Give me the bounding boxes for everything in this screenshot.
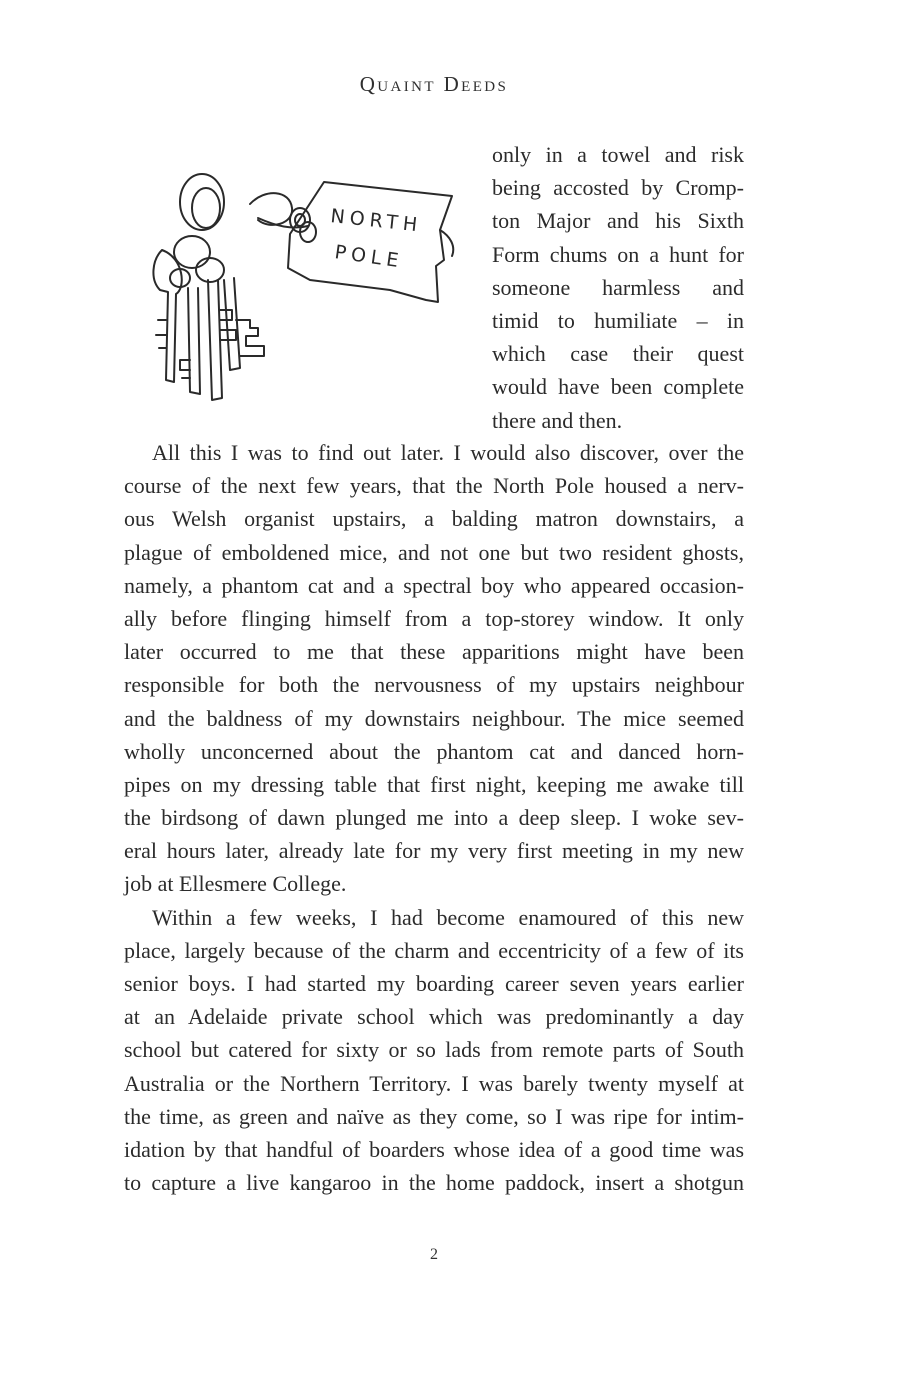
text-line: responsible for both the nervousness of my upstairs neighbour: [124, 672, 744, 698]
text-line: to capture a live kangaroo in the home paddock, insert a shotgun: [124, 1170, 744, 1196]
text-line: the birdsong of dawn plunged me into a deep sleep. I woke sev-: [124, 805, 744, 831]
page-number: 2: [430, 1246, 438, 1263]
text-line: place, largely because of the charm and eccentricity of a few of its: [124, 937, 744, 963]
text-line: only in a towel and risk: [492, 142, 744, 167]
text-line: plague of emboldened mice, and not one but two resident ghosts,: [124, 539, 744, 565]
text-line: would have been complete: [492, 374, 744, 400]
text-line: namely, a phantom cat and a spectral boy who appeared occasion-: [124, 572, 744, 598]
text-line: course of the next few years, that the North Pole housed a nerv-: [124, 473, 744, 499]
text-line: idation by that handful of boarders whose idea of a good time was: [124, 1136, 744, 1162]
text-line: Australia or the Northern Territory. I was barely twenty myself at: [124, 1070, 744, 1096]
text-line: ton Major and his Sixth: [492, 208, 744, 234]
text-line: timid to humiliate – in: [492, 307, 744, 333]
tag-text-pole: POLE: [333, 241, 405, 273]
paragraph-first-line: Within a few weeks, I had become enamoured of this new: [152, 904, 744, 930]
text-line: ally before flinging himself from a top-storey window. It only: [124, 605, 744, 631]
body-text: [124, 436, 744, 1199]
text-line: there and then.: [492, 407, 623, 433]
running-head: Quaint Deeds: [359, 72, 509, 96]
keys-illustration: [140, 160, 465, 405]
text-line: school but catered for sixty or so lads from remote parts of South: [124, 1037, 744, 1063]
text-line: Form chums on a hunt for: [492, 241, 744, 267]
side-column-text: [492, 138, 744, 437]
text-line: which case their quest: [492, 341, 744, 367]
text-line: later occurred to me that these apparitions might have been: [124, 639, 744, 665]
text-line: ous Welsh organist upstairs, a balding matron downstairs, a: [124, 506, 744, 532]
tag-text-north: NORTH: [329, 205, 424, 237]
text-line: someone harmless and: [492, 274, 744, 300]
text-line: being accosted by Cromp-: [492, 175, 744, 201]
text-line: the time, as green and naïve as they come, so I was ripe for intim-: [124, 1103, 744, 1129]
tag-icon: [288, 182, 452, 302]
text-line: eral hours later, already late for my very first meeting in my new: [124, 838, 744, 864]
text-line: and the baldness of my downstairs neighbour. The mice seemed: [124, 705, 744, 731]
paragraph-first-line: All this I was to find out later. I would also discover, over the: [152, 440, 744, 465]
text-line: job at Ellesmere College.: [124, 871, 347, 897]
text-line: at an Adelaide private school which was predominantly a day: [124, 1004, 744, 1030]
text-line: pipes on my dressing table that first night, keeping me awake till: [124, 771, 744, 797]
text-line: senior boys. I had started my boarding career seven years earlier: [124, 971, 744, 996]
text-line: wholly unconcerned about the phantom cat and danced horn-: [124, 738, 744, 764]
